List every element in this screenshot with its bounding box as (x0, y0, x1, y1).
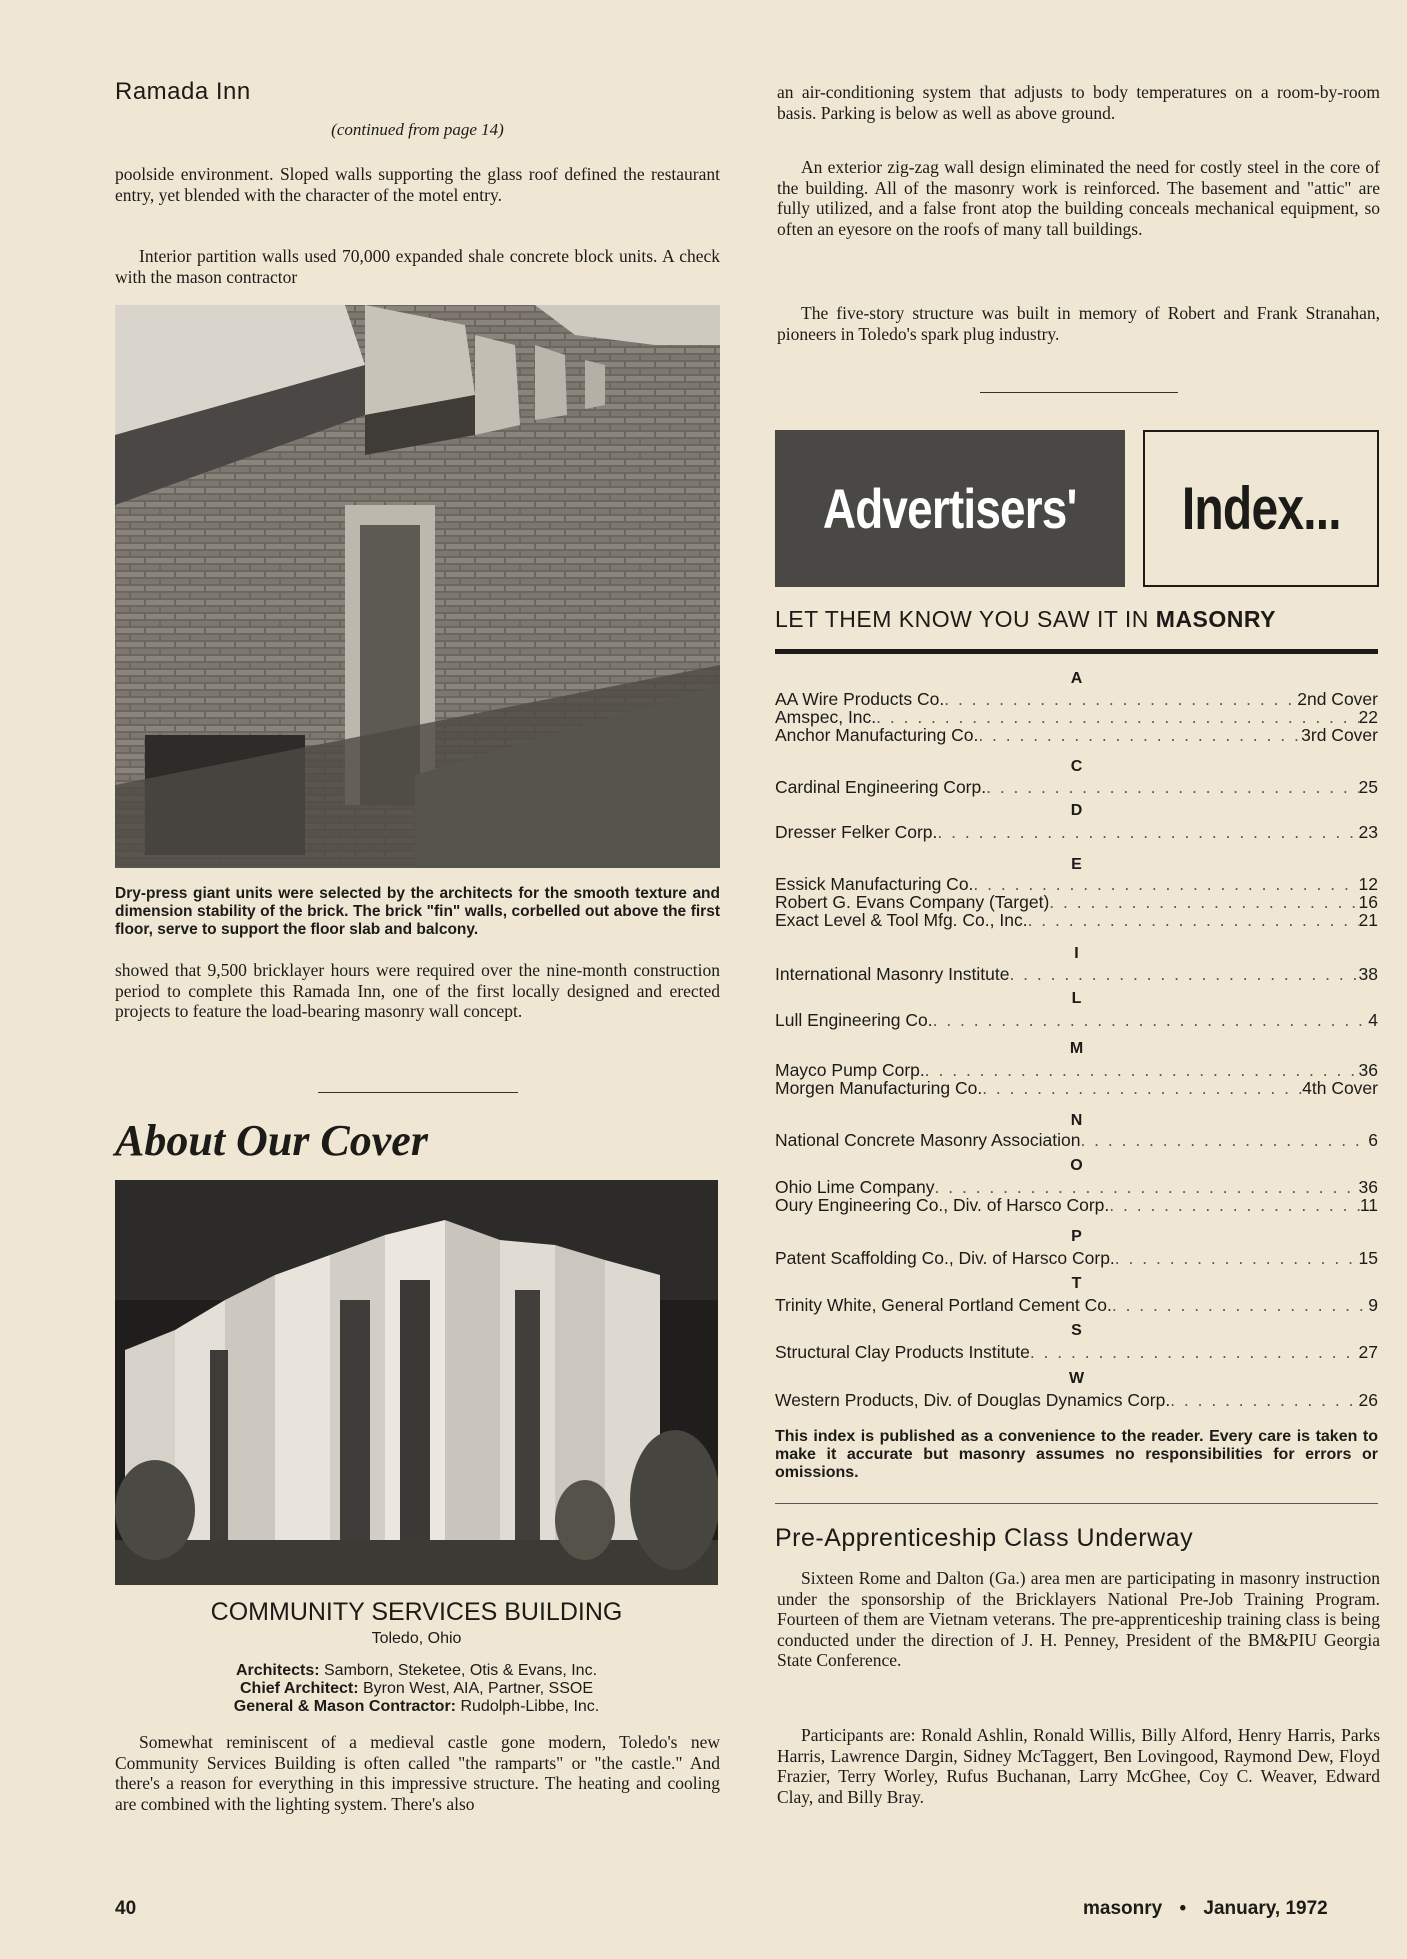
banner-right-text: Index... (1181, 475, 1341, 542)
cover-architects (115, 1662, 718, 1680)
cover-paragraph-2: an air-conditioning system that adjusts to body temperatures on a room-by-room basis. Parking is below as well as above ground. (777, 82, 1380, 123)
architects-value: Samborn, Steketee, Otis & Evans, Inc. (324, 1662, 598, 1679)
index-entry (775, 1390, 1378, 1410)
ramada-paragraph-2: Interior partition walls used 70,000 expanded shale concrete block units. A check with the mason contractor (115, 246, 720, 287)
index-entry-page: 36 (1358, 1060, 1378, 1080)
index-entry-page: 12 (1358, 874, 1378, 894)
index-entry (775, 892, 1378, 912)
index-entry (775, 874, 1378, 894)
index-entry-page: 2nd Cover (1297, 689, 1378, 709)
index-entry (775, 1130, 1378, 1150)
index-entry-page: 4 (1368, 1010, 1378, 1030)
tagline-rule (775, 649, 1378, 654)
index-entry-page: 36 (1358, 1177, 1378, 1197)
cover-contractor (115, 1698, 718, 1716)
divider-right (980, 392, 1178, 393)
index-entry (775, 910, 1378, 930)
about-cover-title: About Our Cover (115, 1116, 428, 1165)
footer-bullet: • (1179, 1898, 1187, 1919)
index-entry (775, 1177, 1378, 1197)
index-entry-name: Essick Manufacturing Co. (775, 874, 974, 894)
cover-photo-drawing (115, 1180, 718, 1585)
cover-location: Toledo, Ohio (371, 1630, 462, 1647)
banner-left-text: Advertisers' (823, 477, 1077, 540)
index-entry-page: 16 (1358, 892, 1378, 912)
index-entry-page: 38 (1358, 964, 1378, 984)
index-tagline (775, 606, 1378, 633)
continued-note: (continued from page 14) (331, 120, 504, 139)
cover-paragraph-1: Somewhat reminiscent of a medieval castle gone modern, Toledo's new Community Services Building is often called "the ramparts" or "the castle." And there's a reason for everything in this impressive structure. The heating and cooling are combined with the lighting system. There's also (115, 1732, 720, 1814)
index-entry-page: 3rd Cover (1301, 725, 1378, 745)
cover-chief-architect (115, 1680, 718, 1698)
index-entry-name: Robert G. Evans Company (Target) (775, 892, 1050, 912)
ramada-title: Ramada Inn (115, 78, 251, 105)
index-letter: P (1071, 1228, 1082, 1245)
chief-label: Chief Architect: (239, 1680, 359, 1697)
index-entry-name: National Concrete Masonry Association (775, 1130, 1081, 1150)
index-entry-page: 22 (1358, 707, 1378, 727)
index-entry (775, 1248, 1378, 1268)
index-entry (775, 1342, 1378, 1362)
ramada-paragraph-1: poolside environment. Sloped walls supporting the glass roof defined the restaurant entry, yet blended with the character of the motel entry. (115, 164, 720, 205)
page-number: 40 (115, 1898, 137, 1919)
chief-value: Byron West, AIA, Partner, SSOE (362, 1680, 593, 1697)
index-entry (775, 1078, 1378, 1098)
index-entry-page: 21 (1358, 910, 1378, 930)
index-letter: A (1070, 670, 1083, 687)
preapprenticeship-paragraph-2: Participants are: Ronald Ashlin, Ronald Willis, Billy Alford, Henry Harris, Parks Harris, Lawrence Dargin, Sidney McTaggert, Ben Lovingood, Raymond Dew, Floyd Frazier, Terry Worley, Rufus Buchanan, Larry McGhee, Coy C. Weaver, Edward Clay, and Billy Bray. (777, 1725, 1380, 1807)
index-entry-name: Structural Clay Products Institute (775, 1342, 1030, 1362)
index-entry (775, 822, 1378, 842)
index-entry-name: Dresser Felker Corp. (775, 822, 938, 842)
cover-paragraph-4: The five-story structure was built in memory of Robert and Frank Stranahan, pioneers in Toledo's spark plug industry. (777, 303, 1380, 344)
index-letter: D (1070, 802, 1083, 819)
cover-photo (115, 1180, 718, 1585)
ramada-photo-drawing (115, 305, 720, 868)
index-entry-page: 6 (1368, 1130, 1378, 1150)
ramada-paragraph-3: showed that 9,500 bricklayer hours were required over the nine-month construction period to complete this Ramada Inn, one of the first locally designed and erected projects to feature the load-bearing masonry wall concept. (115, 960, 720, 1021)
index-entry-name: Amspec, Inc. (775, 707, 877, 727)
index-entry-name: AA Wire Products Co. (775, 689, 945, 709)
tagline-bold: MASONRY (1155, 606, 1276, 632)
footer-masthead (1083, 1898, 1328, 1920)
index-entry-page: 23 (1358, 822, 1378, 842)
index-letter: I (1074, 945, 1079, 962)
footer-magazine: masonry (1083, 1898, 1163, 1919)
architects-label: Architects: (235, 1662, 320, 1679)
contractor-value: Rudolph-Libbe, Inc. (460, 1698, 600, 1715)
index-letter: O (1070, 1157, 1083, 1174)
ramada-photo-caption: Dry-press giant units were selected by the architects for the smooth texture and dimension stability of the brick. The brick "fin" walls, corbelled out above the first floor, serve to support the floor slab and balcony. (115, 885, 720, 938)
index-letter: E (1071, 856, 1082, 873)
index-entry (775, 1295, 1378, 1315)
index-entry (775, 725, 1378, 745)
index-letter: N (1070, 1112, 1083, 1129)
index-entry (775, 1010, 1378, 1030)
index-banner (1143, 430, 1379, 587)
index-entry-name: Trinity White, General Portland Cement Co. (775, 1295, 1112, 1315)
index-entry (775, 707, 1378, 727)
index-entry-name: International Masonry Institute (775, 964, 1010, 984)
ramada-photo (115, 305, 720, 868)
index-entry (775, 1060, 1378, 1080)
tagline-text: LET THEM KNOW YOU SAW IT IN (775, 606, 1149, 632)
preapprenticeship-title: Pre-Apprenticeship Class Underway (775, 1524, 1194, 1552)
preapprenticeship-paragraph-1: Sixteen Rome and Dalton (Ga.) area men are participating in masonry instruction under the sponsorship of the Bricklayers National Pre-Job Training Program. Fourteen of them are Vietnam veterans. The pre-apprenticeship training class is being conducted under the direction of J. H. Penney, President of the BM&PIU Georgia State Conference. (777, 1568, 1380, 1670)
index-entry-name: Western Products, Div. of Douglas Dynamics Corp. (775, 1390, 1171, 1410)
index-letter: M (1069, 1040, 1084, 1057)
cover-building-name: COMMUNITY SERVICES BUILDING (210, 1598, 623, 1626)
index-entry-page: 9 (1368, 1295, 1378, 1315)
index-entry-page: 27 (1358, 1342, 1378, 1362)
index-entry-name: Patent Scaffolding Co., Div. of Harsco Corp. (775, 1248, 1115, 1268)
divider-left (318, 1092, 518, 1093)
index-entry-name: Ohio Lime Company (775, 1177, 935, 1197)
index-letter: S (1071, 1322, 1082, 1339)
index-entry-name: Mayco Pump Corp. (775, 1060, 925, 1080)
index-entry-page: 4th Cover (1302, 1078, 1378, 1098)
index-entry (775, 777, 1378, 797)
index-disclaimer: This index is published as a convenience to the reader. Every care is taken to make it accurate but masonry assumes no responsibilities for errors or omissions. (775, 1428, 1378, 1481)
index-entry-page: 26 (1358, 1390, 1378, 1410)
cover-paragraph-3: An exterior zig-zag wall design eliminated the need for costly steel in the core of the building. All of the masonry work is reinforced. The basement and "attic" are fully utilized, and a false front atop the building conceals mechanical equipment, so often an eyesore on the roofs of many tall buildings. (777, 157, 1380, 239)
index-entry (775, 964, 1378, 984)
advertisers-banner (775, 430, 1125, 587)
index-entry (775, 1195, 1378, 1215)
contractor-label: General & Mason Contractor: (233, 1698, 457, 1715)
index-entry-name: Morgen Manufacturing Co. (775, 1078, 983, 1098)
index-entry-page: 15 (1358, 1248, 1378, 1268)
index-entry (775, 689, 1378, 709)
index-letter: L (1071, 990, 1082, 1007)
index-entry-name: Cardinal Engineering Corp. (775, 777, 987, 797)
index-letter: W (1068, 1370, 1085, 1387)
index-entry-page: 11 (1359, 1195, 1378, 1215)
index-letter: T (1071, 1275, 1082, 1292)
footer-date: January, 1972 (1203, 1898, 1328, 1919)
index-entry-name: Oury Engineering Co., Div. of Harsco Corp. (775, 1195, 1110, 1215)
index-entry-name: Lull Engineering Co. (775, 1010, 933, 1030)
index-entry-name: Exact Level & Tool Mfg. Co., Inc. (775, 910, 1028, 930)
index-letter: C (1070, 758, 1083, 775)
index-entry-name: Anchor Manufacturing Co. (775, 725, 979, 745)
index-entry-page: 25 (1358, 777, 1378, 797)
disclaimer-rule (775, 1503, 1378, 1504)
